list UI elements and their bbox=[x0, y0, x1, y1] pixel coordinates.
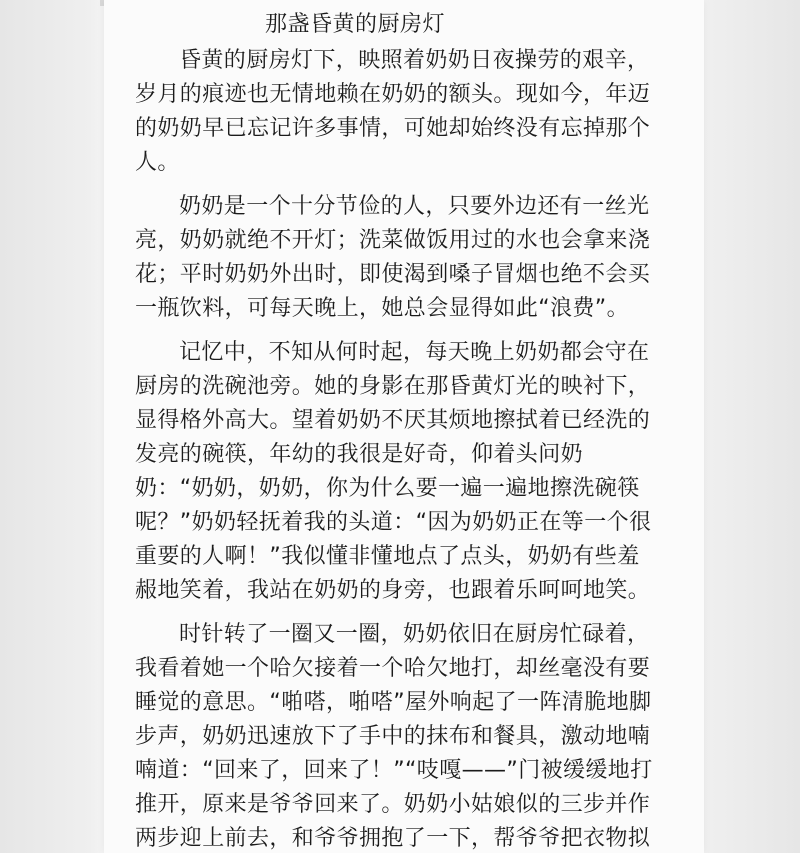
paragraph-2: 奶奶是一个十分节俭的人，只要外边还有一丝光亮，奶奶就绝不开灯；洗菜做饭用过的水也会拿来浇花；平时奶奶外出时，即使渴到嗓子冒烟也绝不会买一瓶饮料，可每天晚上，她总会显得如此“浪费”。 bbox=[135, 194, 651, 321]
document-content bbox=[135, 8, 655, 853]
paragraph-4: 时针转了一圈又一圈，奶奶依旧在厨房忙碌着，我看着她一个哈欠接着一个哈欠地打，却丝毫没有要睡觉的意思。“啪嗒，啪嗒”屋外响起了一阵清脆地脚步声，奶奶迅速放下了手中的抹布和餐具，激动地喃喃道：“回来了，回来了！”“吱嘎——”门被缓缓地打推开，原来是爷爷回来了。奶奶小姑娘似的三步并作两步迎上前去，和爷爷拥抱了一下，帮爷爷把衣物拟 bbox=[135, 622, 653, 851]
paragraph-3: 记忆中，不知从何时起，每天晚上奶奶都会守在厨房的洗碗池旁。她的身影在那昏黄灯光的映衬下，显得格外高大。望着奶奶不厌其烦地擦拭着已经洗的发亮的碗筷，年幼的我很是好奇，仰着头问奶奶：“奶奶，奶奶，你为什么要一遍一遍地擦洗碗筷呢？”奶奶轻抚着我的头道：“因为奶奶正在等一个很重要的人啊！”我似懂非懂地点了点头，奶奶有些羞赧地笑着，我站在奶奶的身旁，也跟着乐呵呵地笑。 bbox=[135, 340, 652, 603]
document-title: 那盏昏黄的厨房灯 bbox=[264, 12, 445, 37]
paragraph-1: 昏黄的厨房灯下，映照着奶奶日夜操劳的艰辛，岁月的痕迹也无情地赖在奶奶的额头。现如今，年迈的奶奶早已忘记许多事情，可她却始终没有忘掉那个人。 bbox=[135, 48, 651, 175]
